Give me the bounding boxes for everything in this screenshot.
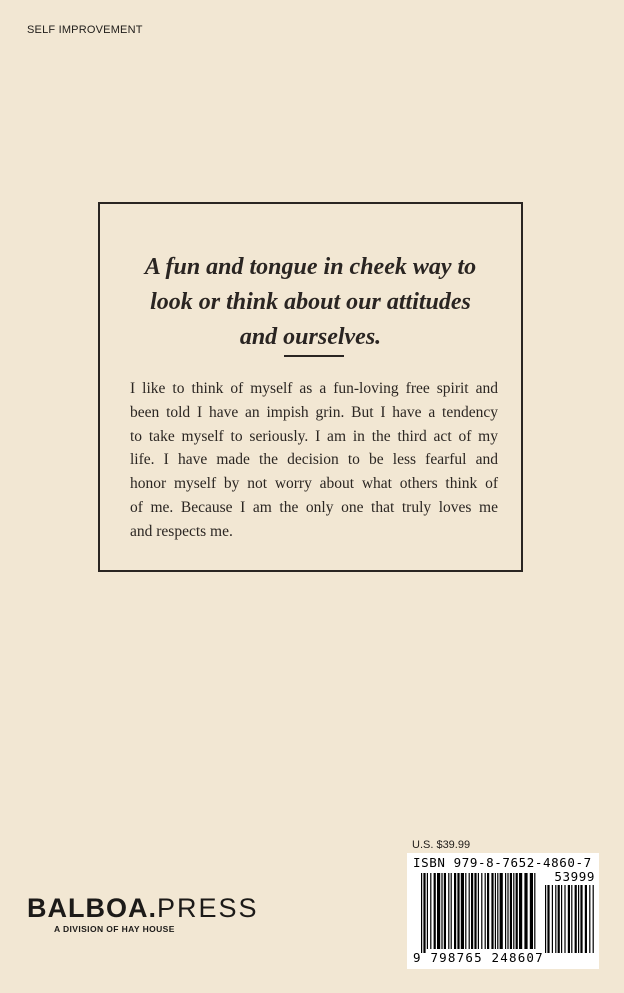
barcode-bar [451, 873, 452, 949]
barcode-bar [457, 873, 459, 949]
barcode-addon-bar [558, 885, 560, 953]
barcode-addon-bar [589, 885, 590, 953]
barcode-bar [448, 873, 449, 949]
barcode-bar [421, 873, 422, 953]
category-label: SELF IMPROVEMENT [27, 24, 143, 36]
publisher-wordmark [27, 893, 259, 923]
barcode-bar [471, 873, 473, 949]
barcode-addon-bar [564, 885, 565, 953]
tagline-line: and ourselves. [239, 324, 382, 350]
barcode-bar [495, 873, 496, 949]
barcode-bar [497, 873, 498, 949]
barcode-addon-bar [561, 885, 562, 953]
barcode-bar [437, 873, 440, 949]
barcode-addon-bar [580, 885, 582, 953]
barcode-bar [444, 873, 446, 949]
price-label: U.S. $39.99 [412, 839, 471, 851]
blurb-line: been told I have an impish grin. But I have a tendency [130, 403, 498, 421]
barcode-bar [430, 873, 431, 949]
barcode-addon-bar [547, 885, 549, 953]
barcode-bar [487, 873, 489, 949]
description-frame [98, 202, 523, 572]
blurb-text [130, 377, 498, 544]
barcode-bar [491, 873, 493, 949]
publisher-name-bold: BALBOA [27, 893, 149, 923]
barcode-bar [513, 873, 514, 949]
ean-digits: 9 798765 248607 [413, 950, 544, 965]
tagline [100, 250, 521, 355]
blurb-line: and respects me. [130, 522, 233, 540]
divider-rule [284, 355, 344, 357]
barcode-bar [469, 873, 470, 949]
barcode-addon-bar [578, 885, 579, 953]
barcode-addon-bar [555, 885, 556, 953]
isbn-number: ISBN 979-8-7652-4860-7 [413, 855, 592, 870]
tagline-line: look or think about our attitudes [150, 289, 471, 315]
barcode-bar [423, 873, 425, 953]
blurb-line: of me. Because I am the only one that truly loves me [130, 498, 498, 516]
barcode-bar [534, 873, 535, 949]
barcode-bar [461, 873, 464, 949]
barcode-bar [481, 873, 482, 949]
barcode-addon-bar [585, 885, 587, 953]
barcode-bar [519, 873, 522, 949]
blurb-line: life. I have made the decision to be less fearful and [130, 451, 498, 469]
barcode-bar [500, 873, 503, 949]
tagline-line: A fun and tongue in cheek way to [144, 254, 477, 280]
publisher-division: A DIVISION OF HAY HOUSE [54, 924, 175, 934]
barcode-bar [524, 873, 527, 949]
barcode-addon-bar [571, 885, 572, 953]
barcode-bar [465, 873, 466, 949]
barcode-addon-bar [593, 885, 594, 953]
barcode-price-code: 53999 [554, 869, 595, 884]
barcode-bar [434, 873, 436, 949]
publisher-name-dot: . [148, 893, 158, 923]
blurb-line: I like to think of myself as a fun-loving free spirit and [130, 380, 498, 397]
barcode-bar [474, 873, 476, 949]
barcode-bar [441, 873, 442, 949]
barcode-bar [485, 873, 486, 949]
barcode-bar [478, 873, 479, 949]
barcode-bar [510, 873, 512, 949]
isbn-barcode [407, 853, 599, 969]
barcode-bar [505, 873, 506, 949]
barcode-bar [507, 873, 508, 949]
blurb-line: to take myself to seriously. I am in the third act of my [130, 427, 498, 445]
barcode-bar [427, 873, 428, 949]
barcode-bar [516, 873, 518, 949]
publisher-name-light: PRESS [157, 893, 259, 923]
blurb-line: honor myself by not worry about what others think of [130, 475, 498, 493]
barcode-addon-bar [568, 885, 570, 953]
barcode-addon-bar [552, 885, 553, 953]
publisher-logo [27, 893, 259, 934]
barcode-bar [530, 873, 533, 949]
barcode-addon-bar [545, 885, 546, 953]
barcode-addon-bar [575, 885, 577, 953]
barcode-bar [454, 873, 456, 949]
